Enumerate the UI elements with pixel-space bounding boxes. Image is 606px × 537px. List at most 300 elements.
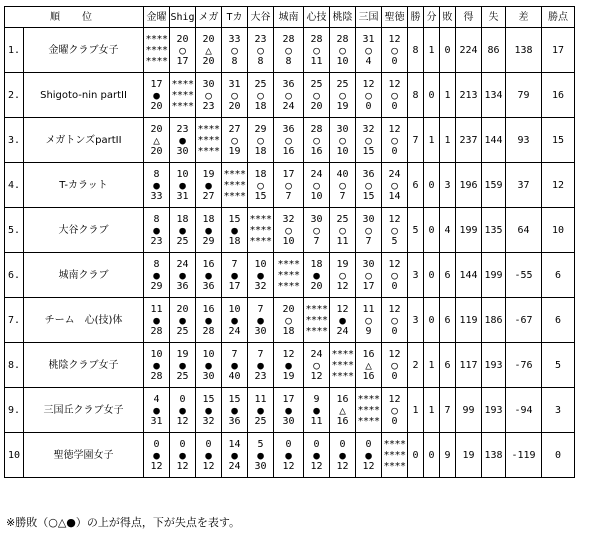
score-for: 24 [176,258,189,270]
score-against: 23 [150,235,163,247]
score-for: 10 [150,348,163,360]
match-result-cell [248,28,274,73]
team-name: Shigoto-nin partII [24,73,144,118]
opponent-header: 三国 [356,7,382,28]
stat-cell: 3 [408,253,424,298]
result-symbol: ○ [313,178,320,192]
score-for: 7 [257,348,264,360]
legend-note: ※勝敗（○△●）の上が得点，下が失点を表す。 [6,516,240,529]
stat-cell: 0 [424,163,440,208]
result-symbol: ○ [365,43,372,57]
self-mark: **** [331,370,354,382]
score-against: 12 [282,460,295,472]
result-symbol: ● [257,358,264,372]
match-result-cell [170,253,196,298]
stat-cell: 0 [408,433,424,478]
score-against: 23 [202,100,215,112]
match-result-cell [196,28,222,73]
result-symbol: ○ [205,88,212,102]
result-symbol: ○ [285,88,292,102]
match-result-cell [330,208,356,253]
stat-cell: 0 [424,73,440,118]
stat-cell: 237 [456,118,482,163]
result-symbol: ● [153,88,160,102]
self-mark: **** [277,280,300,292]
score-for: 40 [336,168,349,180]
score-against: 11 [336,235,349,247]
match-result-cell [382,73,408,118]
score-for: 0 [339,438,346,450]
result-symbol: ● [231,448,238,462]
result-symbol: ● [231,358,238,372]
match-result-cell [274,433,304,478]
result-symbol: ○ [231,133,238,147]
result-symbol: △ [153,133,160,147]
score-for: 23 [254,33,267,45]
score-for: 12 [362,78,375,90]
score-for: 30 [310,213,323,225]
result-symbol: ● [179,223,186,237]
result-symbol: ○ [339,268,346,282]
result-symbol: ● [179,133,186,147]
self-mark: **** [383,460,406,472]
score-against: 12 [202,460,215,472]
score-for: 0 [179,438,186,450]
score-for: 7 [231,258,238,270]
score-for: 29 [254,123,267,135]
score-against: 25 [176,235,189,247]
score-for: 17 [150,78,163,90]
score-against: 28 [202,325,215,337]
self-match-cell [196,118,222,163]
match-result-cell [274,73,304,118]
score-against: 8 [257,55,264,67]
score-for: 32 [362,123,375,135]
stat-cell: 99 [456,388,482,433]
score-against: 17 [228,280,241,292]
result-symbol: ○ [365,88,372,102]
score-for: 14 [228,438,241,450]
score-for: 8 [153,213,160,225]
stat-cell: 8 [408,28,424,73]
self-mark: **** [249,213,272,225]
result-symbol: ○ [179,43,186,57]
match-result-cell [274,388,304,433]
result-symbol: ● [153,178,160,192]
stat-header: 得 [456,7,482,28]
match-result-cell [382,343,408,388]
stat-cell: -94 [506,388,542,433]
match-result-cell [356,298,382,343]
stat-cell: 1 [424,343,440,388]
match-result-cell [196,163,222,208]
result-symbol: ● [179,358,186,372]
score-for: 4 [153,393,160,405]
result-symbol: ○ [231,43,238,57]
match-result-cell [304,208,330,253]
stat-header: 勝 [408,7,424,28]
result-symbol: ○ [257,43,264,57]
opponent-header: 心技 [304,7,330,28]
match-result-cell [248,73,274,118]
score-against: 12 [176,415,189,427]
match-result-cell [170,163,196,208]
rank-cell: 10 [5,433,24,478]
score-against: 30 [176,145,189,157]
score-against: 19 [228,145,241,157]
stat-cell: 9 [440,433,456,478]
match-result-cell [382,28,408,73]
team-row [5,253,575,298]
score-against: 0 [391,325,398,337]
opponent-header: 金曜 [144,7,170,28]
score-for: 33 [228,33,241,45]
score-for: 28 [282,33,295,45]
score-for: 12 [388,213,401,225]
result-symbol: ● [153,268,160,282]
team-row [5,298,575,343]
score-for: 15 [228,213,241,225]
match-result-cell [304,253,330,298]
team-name: 金曜クラブ女子 [24,28,144,73]
match-result-cell [356,433,382,478]
stat-cell: 19 [456,433,482,478]
result-symbol: ○ [313,223,320,237]
score-against: 16 [362,370,375,382]
match-result-cell [196,253,222,298]
match-result-cell [222,388,248,433]
score-for: 12 [388,123,401,135]
match-result-cell [170,388,196,433]
score-for: 0 [205,438,212,450]
match-result-cell [248,343,274,388]
score-against: 14 [388,190,401,202]
match-result-cell [144,343,170,388]
score-for: 16 [202,303,215,315]
score-against: 0 [391,370,398,382]
score-against: 0 [391,55,398,67]
result-symbol: ● [285,448,292,462]
team-name: 城南クラブ [24,253,144,298]
stat-cell: 117 [456,343,482,388]
match-result-cell [356,73,382,118]
stat-cell: 0 [424,253,440,298]
team-name: チーム 心(技)体 [24,298,144,343]
score-for: 28 [310,123,323,135]
self-mark: **** [331,348,354,360]
stat-cell: 193 [482,388,506,433]
result-symbol: ● [257,403,264,417]
stat-cell: 1 [408,388,424,433]
score-for: 18 [254,168,267,180]
result-symbol: ○ [231,88,238,102]
stat-cell: 1 [440,73,456,118]
standings-container [4,6,575,478]
score-for: 25 [310,78,323,90]
score-for: 30 [362,213,375,225]
score-against: 18 [228,235,241,247]
stat-cell: 17 [542,28,575,73]
result-symbol: ○ [285,133,292,147]
match-result-cell [196,388,222,433]
self-match-cell [144,28,170,73]
rank-cell: 2. [5,73,24,118]
score-against: 36 [228,415,241,427]
result-symbol: ● [179,403,186,417]
score-for: 15 [228,393,241,405]
score-for: 17 [282,168,295,180]
match-result-cell [144,118,170,163]
match-result-cell [170,28,196,73]
match-result-cell [304,388,330,433]
match-result-cell [248,163,274,208]
match-result-cell [330,28,356,73]
result-symbol: ● [153,313,160,327]
score-against: 25 [176,325,189,337]
result-symbol: ● [205,268,212,282]
opponent-header: メガ [196,7,222,28]
score-against: 5 [391,235,398,247]
score-against: 7 [365,235,372,247]
result-symbol: ● [339,313,346,327]
match-result-cell [356,28,382,73]
score-for: 7 [257,303,264,315]
score-for: 24 [388,168,401,180]
self-mark: **** [197,134,220,146]
score-against: 20 [310,280,323,292]
match-result-cell [248,433,274,478]
result-symbol: ● [205,313,212,327]
score-for: 19 [336,258,349,270]
stat-cell: 8 [408,73,424,118]
score-against: 8 [285,55,292,67]
score-for: 0 [285,438,292,450]
score-against: 33 [150,190,163,202]
score-for: 9 [313,393,320,405]
score-for: 18 [202,213,215,225]
score-against: 0 [365,100,372,112]
result-symbol: ○ [339,88,346,102]
match-result-cell [356,118,382,163]
self-match-cell [356,388,382,433]
result-symbol: ● [257,448,264,462]
self-mark: **** [305,314,328,326]
self-match-cell [274,253,304,298]
match-result-cell [274,343,304,388]
score-against: 12 [310,460,323,472]
score-against: 20 [228,100,241,112]
result-symbol: ○ [391,133,398,147]
score-against: 24 [228,460,241,472]
score-for: 30 [362,258,375,270]
result-symbol: ● [285,358,292,372]
self-mark: **** [383,449,406,461]
score-for: 23 [176,123,189,135]
score-against: 8 [231,55,238,67]
score-against: 18 [254,145,267,157]
result-symbol: ○ [339,178,346,192]
stat-cell: 159 [482,163,506,208]
result-symbol: ● [179,268,186,282]
result-symbol: △ [365,358,372,372]
stat-cell: 144 [482,118,506,163]
score-for: 7 [231,348,238,360]
score-against: 11 [310,55,323,67]
stat-cell: 144 [456,253,482,298]
stat-cell: 138 [482,433,506,478]
stat-cell: 10 [542,208,575,253]
stat-cell: 0 [440,28,456,73]
self-mark: **** [249,224,272,236]
score-against: 12 [310,370,323,382]
score-against: 17 [176,55,189,67]
score-for: 11 [362,303,375,315]
score-against: 28 [150,325,163,337]
score-for: 10 [228,303,241,315]
self-match-cell [330,343,356,388]
result-symbol: ○ [313,43,320,57]
score-against: 12 [336,460,349,472]
score-for: 27 [228,123,241,135]
score-for: 36 [362,168,375,180]
match-result-cell [144,73,170,118]
stat-cell: 1 [440,118,456,163]
score-against: 7 [285,190,292,202]
score-against: 16 [336,415,349,427]
self-mark: **** [331,359,354,371]
stat-cell: 119 [456,298,482,343]
result-symbol: ○ [391,268,398,282]
score-for: 25 [336,78,349,90]
score-against: 31 [150,415,163,427]
score-against: 10 [336,145,349,157]
stat-cell: 213 [456,73,482,118]
rank-cell: 7. [5,298,24,343]
match-result-cell [274,28,304,73]
result-symbol: ○ [285,223,292,237]
rank-cell: 3. [5,118,24,163]
match-result-cell [196,73,222,118]
score-against: 10 [336,55,349,67]
stat-cell: 79 [506,73,542,118]
score-for: 20 [176,303,189,315]
team-row [5,388,575,433]
score-for: 28 [336,33,349,45]
result-symbol: ● [153,358,160,372]
score-against: 32 [202,415,215,427]
team-row [5,118,575,163]
result-symbol: ● [365,448,372,462]
score-against: 20 [150,100,163,112]
result-symbol: ● [179,448,186,462]
match-result-cell [248,118,274,163]
score-for: 24 [310,348,323,360]
score-against: 7 [339,190,346,202]
score-against: 0 [391,145,398,157]
match-result-cell [382,208,408,253]
stat-cell: 3 [542,388,575,433]
match-result-cell [144,163,170,208]
result-symbol: ○ [313,358,320,372]
score-for: 17 [282,393,295,405]
score-for: 11 [150,303,163,315]
result-symbol: ● [257,268,264,282]
score-for: 0 [365,438,372,450]
result-symbol: ● [205,178,212,192]
stat-cell: 12 [542,163,575,208]
stat-header: 差 [506,7,542,28]
stat-header: 分 [424,7,440,28]
self-mark: **** [171,100,194,112]
score-against: 7 [313,235,320,247]
match-result-cell [170,118,196,163]
score-against: 19 [336,100,349,112]
score-for: 12 [388,303,401,315]
score-against: 24 [228,325,241,337]
result-symbol: ○ [365,313,372,327]
result-symbol: ○ [365,133,372,147]
score-against: 24 [336,325,349,337]
score-for: 20 [176,33,189,45]
match-result-cell [304,118,330,163]
header-row [5,7,575,28]
stat-cell: 135 [482,208,506,253]
result-symbol: ○ [391,178,398,192]
match-result-cell [274,298,304,343]
result-symbol: ○ [285,313,292,327]
score-against: 15 [362,190,375,202]
self-mark: **** [223,168,246,180]
stat-cell: 86 [482,28,506,73]
score-against: 24 [282,100,295,112]
score-for: 20 [202,33,215,45]
result-symbol: ● [153,448,160,462]
stat-cell: 6 [408,163,424,208]
score-for: 31 [228,78,241,90]
match-result-cell [144,208,170,253]
score-for: 18 [176,213,189,225]
result-symbol: ● [179,313,186,327]
score-against: 20 [150,145,163,157]
team-row [5,163,575,208]
stat-cell: -119 [506,433,542,478]
rank-cell: 8. [5,343,24,388]
result-symbol: ○ [365,178,372,192]
self-match-cell [222,163,248,208]
self-mark: **** [305,303,328,315]
score-for: 18 [310,258,323,270]
stat-cell: 2 [408,343,424,388]
match-result-cell [196,433,222,478]
self-mark: **** [171,78,194,90]
score-for: 16 [362,348,375,360]
score-against: 4 [365,55,372,67]
match-result-cell [274,118,304,163]
score-against: 30 [202,370,215,382]
match-result-cell [274,208,304,253]
score-against: 29 [150,280,163,292]
score-for: 8 [153,258,160,270]
stat-cell: 6 [440,253,456,298]
result-symbol: ○ [285,43,292,57]
rank-cell: 5. [5,208,24,253]
match-result-cell [248,388,274,433]
match-result-cell [382,253,408,298]
match-result-cell [170,298,196,343]
stat-cell: 6 [542,298,575,343]
result-symbol: ○ [257,178,264,192]
match-result-cell [330,253,356,298]
